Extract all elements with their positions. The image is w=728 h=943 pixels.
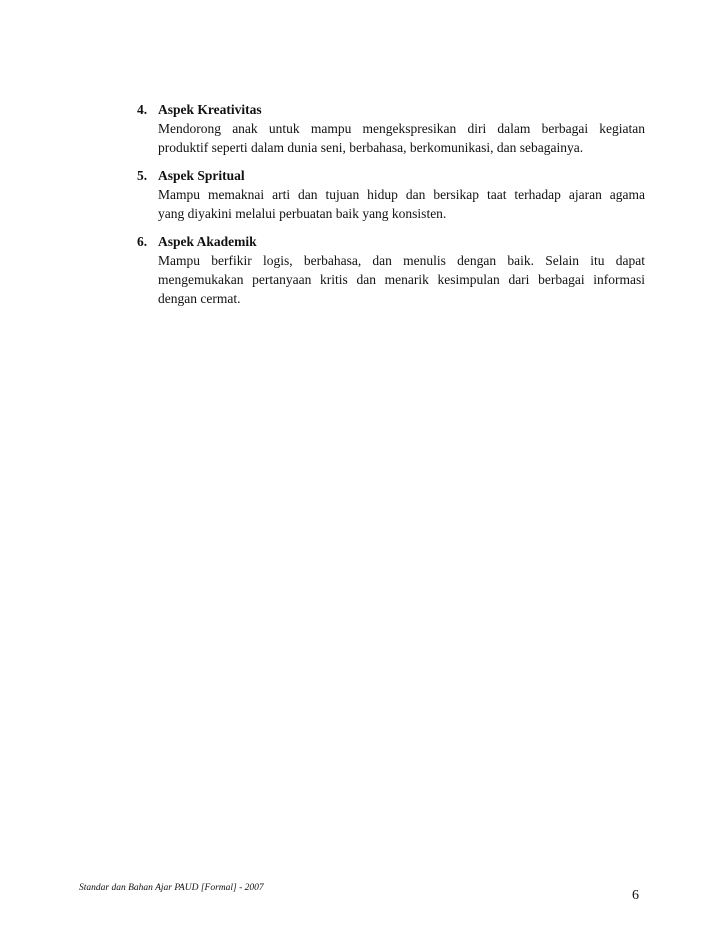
list-item-body: [158, 119, 645, 157]
page-number: 6: [632, 888, 639, 903]
footer-text: Standar dan Bahan Ajar PAUD [Formal] - 2007: [79, 883, 264, 893]
list-item-aspek-kreativitas: [137, 100, 645, 157]
list-item-number: 5.: [137, 168, 148, 183]
list-item-body: [158, 251, 645, 308]
list-item-aspek-akademik: [137, 232, 645, 308]
list-item-title: Aspek Akademik: [158, 234, 257, 249]
list-item-heading: [137, 100, 645, 119]
list-item-heading: [137, 166, 645, 185]
list-item-number: 4.: [137, 102, 148, 117]
list-item-title: Aspek Kreativitas: [158, 102, 262, 117]
body-line: produktif seperti dalam dunia seni, berbahasa, berkomunikasi, dan sebagainya.: [158, 140, 584, 155]
body-line: dengan cermat.: [158, 291, 241, 306]
body-line: Mampu memaknai arti dan tujuan hidup dan bersikap taat terhadap ajaran agama: [158, 187, 645, 202]
body-line: Mendorong anak untuk mampu mengekspresikan diri dalam berbagai kegiatan: [158, 121, 645, 136]
list-item-number: 6.: [137, 234, 148, 249]
list-item-heading: [137, 232, 645, 251]
list-item-body: [158, 185, 645, 223]
list-item-title: Aspek Spritual: [158, 168, 245, 183]
body-line: mengemukakan pertanyaan kritis dan menarik kesimpulan dari berbagai informasi: [158, 272, 645, 287]
body-line: Mampu berfikir logis, berbahasa, dan menulis dengan baik. Selain itu dapat: [158, 253, 645, 268]
body-line: yang diyakini melalui perbuatan baik yang konsisten.: [158, 206, 447, 221]
list-item-aspek-spritual: [137, 166, 645, 223]
